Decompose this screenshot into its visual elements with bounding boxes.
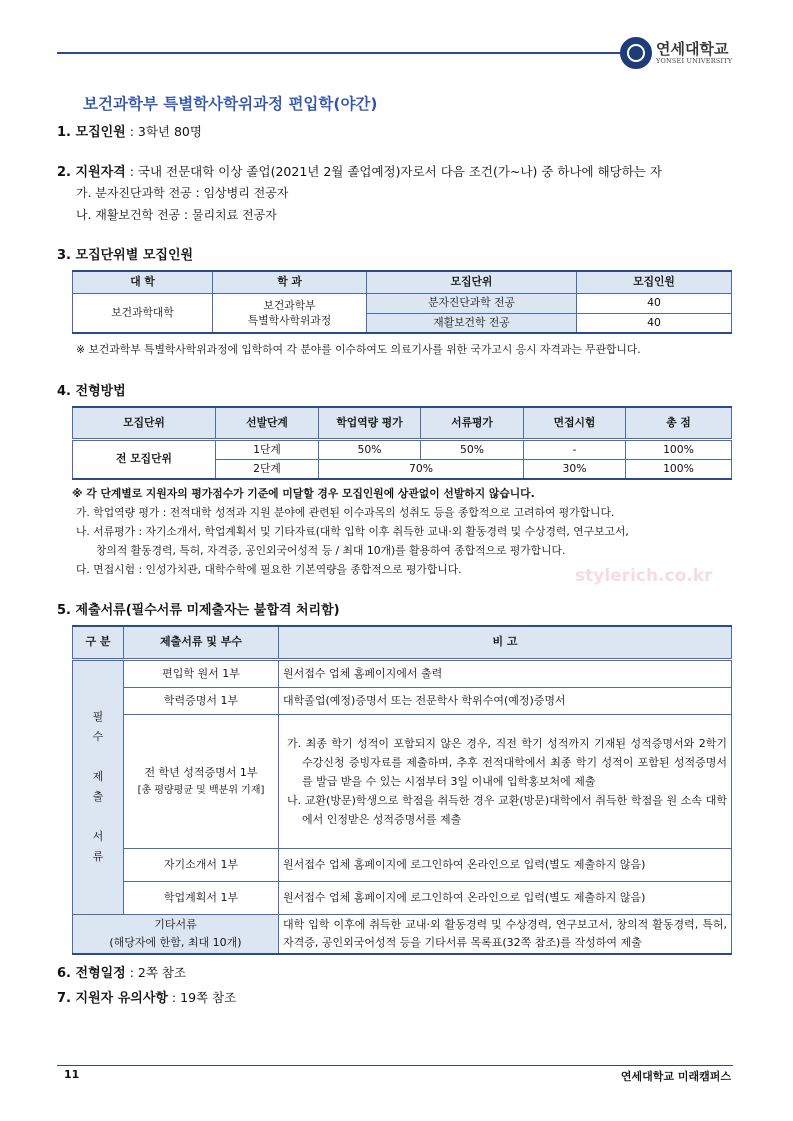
remark-cell: 원서접수 업체 홈페이지에 로그인하여 온라인으로 입력(별도 제출하지 않음): [279, 881, 732, 914]
col-header: 비 고: [279, 626, 732, 659]
doc-cell: 학력증명서 1부: [124, 687, 279, 714]
col-header: 학 과: [213, 271, 367, 293]
col-header: 제출서류 및 부수: [124, 626, 279, 659]
col-header: 모집인원: [577, 271, 732, 293]
col-header: 모집단위: [73, 407, 216, 439]
qual-item: 나. 재활보건학 전공 : 물리치료 전공자: [76, 208, 277, 222]
selection-note: 가. 학업역량 평가 : 전적대학 성적과 지원 분야에 관련된 이수과목의 성취도 등을 종합적으로 고려하여 평가합니다.: [76, 506, 615, 519]
selection-table: [72, 406, 732, 480]
col-header: 학업역량 평가: [319, 407, 421, 439]
dept-cell: 보건과학부 특별학사학위과정: [213, 293, 367, 333]
doc-cell: 전 학년 성적증명서 1부 [총 평량평균 및 백분위 기재]: [124, 714, 279, 848]
remark-cell: 원서접수 업체 홈페이지에 로그인하여 온라인으로 입력(별도 제출하지 않음): [279, 848, 732, 881]
selection-note: 창의적 활동경력, 특허, 자격증, 공인외국어성적 등 / 최대 10개)를 활용하여 종합적으로 평가합니다.: [96, 544, 566, 557]
documents-table: [72, 625, 732, 955]
count-cell: 40: [577, 293, 732, 313]
college-cell: 보건과학대학: [73, 293, 213, 333]
watermark: stylerich.co.kr: [575, 566, 713, 586]
count-cell: 40: [577, 313, 732, 333]
section-1: 1. 모집인원 : 3학년 80명: [57, 124, 202, 140]
remark-cell: 원서접수 업체 홈페이지에서 출력: [279, 659, 732, 687]
remark-cell: 대학 입학 이후에 취득한 교내·외 활동경력 및 수상경력, 연구보고서, 창의적 활동경력, 특허, 자격증, 공인외국어성적 등을 기타서류 목록표(32쪽 참조)를 작성하여 제출: [279, 914, 732, 954]
qual-item: 가. 분자진단과학 전공 : 임상병리 전공자: [76, 186, 289, 200]
quota-table: [72, 270, 732, 334]
col-header: 총 점: [626, 407, 732, 439]
stage-cell: 1단계: [216, 439, 319, 459]
stage-cell: 2단계: [216, 459, 319, 479]
unit-cell: 분자진단과학 전공: [367, 293, 577, 313]
footer-campus: 연세대학교 미래캠퍼스: [620, 1070, 731, 1083]
col-header: 면접시험: [524, 407, 626, 439]
value-cell: 30%: [524, 459, 626, 479]
section-5: 5. 제출서류(필수서류 미제출자는 불합격 처리함): [57, 603, 340, 618]
unit-cell: 재활보건학 전공: [367, 313, 577, 333]
required-docs-group: 필 수 제 출 서 류: [73, 659, 124, 914]
section-4: 4. 전형방법: [57, 384, 126, 399]
remark-cell: 가. 최종 학기 성적이 포함되지 않은 경우, 직전 학기 성적까지 기재된 성적증명서와 2학기 수강신청 증빙자료를 제출하며, 추후 전적대학에서 최종 학기 성적이 포함된 성적증명서를 발급 받을 수 있는 시점부터 3일 이내에 입학홍보처에 제출 나. 교환(방문)학생으로 학점을 취득한 경우 교환(방문)대학에서 취득한 학점을 원 소속 대학에서 인정받은 성적증명서를 제출: [279, 714, 732, 848]
value-cell: 100%: [626, 459, 732, 479]
header-rule: [57, 52, 622, 54]
col-header: 대 학: [73, 271, 213, 293]
other-docs-cell: 기타서류 (해당자에 한함, 최대 10개): [73, 914, 279, 954]
quota-note: ※ 보건과학부 특별학사학위과정에 입학하여 각 분야를 이수하여도 의료기사를 위한 국가고시 응시 자격과는 무관합니다.: [76, 343, 641, 356]
selection-note: 나. 서류평가 : 자기소개서, 학업계획서 및 기타자료(대학 입학 이후 취득한 교내·외 활동경력 및 수상경력, 연구보고서,: [76, 525, 629, 538]
page-number: 11: [64, 1068, 80, 1081]
col-header: 선발단계: [216, 407, 319, 439]
footer-rule: [57, 1065, 733, 1066]
value-cell: 50%: [319, 439, 421, 459]
section-7: 7. 지원자 유의사항 : 19쪽 참조: [57, 990, 237, 1006]
remark-cell: 대학졸업(예정)증명서 또는 전문학사 학위수여(예정)증명서: [279, 687, 732, 714]
col-header: 구 분: [73, 626, 124, 659]
section-3: 3. 모집단위별 모집인원: [57, 248, 194, 263]
doc-cell: 학업계획서 1부: [124, 881, 279, 914]
logo-name: 연세대학교: [656, 40, 729, 58]
col-header: 모집단위: [367, 271, 577, 293]
unit-cell: 전 모집단위: [73, 439, 216, 479]
selection-warning: ※ 각 단계별로 지원자의 평가점수가 기준에 미달할 경우 모집인원에 상관없이 선발하지 않습니다.: [72, 487, 535, 500]
value-cell: -: [524, 439, 626, 459]
university-logo: [620, 37, 732, 69]
doc-cell: 자기소개서 1부: [124, 848, 279, 881]
section-2: 2. 지원자격 : 국내 전문대학 이상 졸업(2021년 2월 졸업예정)자로서 다음 조건(가~나) 중 하나에 해당하는 자: [57, 164, 662, 180]
logo-sub: YONSEI UNIVERSITY: [656, 57, 733, 65]
value-cell: 50%: [421, 439, 524, 459]
doc-cell: 편입학 원서 1부: [124, 659, 279, 687]
value-cell: 70%: [319, 459, 524, 479]
page-title: 보건과학부 특별학사학위과정 편입학(야간): [83, 95, 378, 113]
col-header: 서류평가: [421, 407, 524, 439]
seal-icon: [620, 37, 652, 69]
section-6: 6. 전형일정 : 2쪽 참조: [57, 965, 187, 981]
value-cell: 100%: [626, 439, 732, 459]
selection-note: 다. 면접시험 : 인성가치관, 대학수학에 필요한 기본역량을 종합적으로 평가합니다.: [76, 563, 462, 576]
